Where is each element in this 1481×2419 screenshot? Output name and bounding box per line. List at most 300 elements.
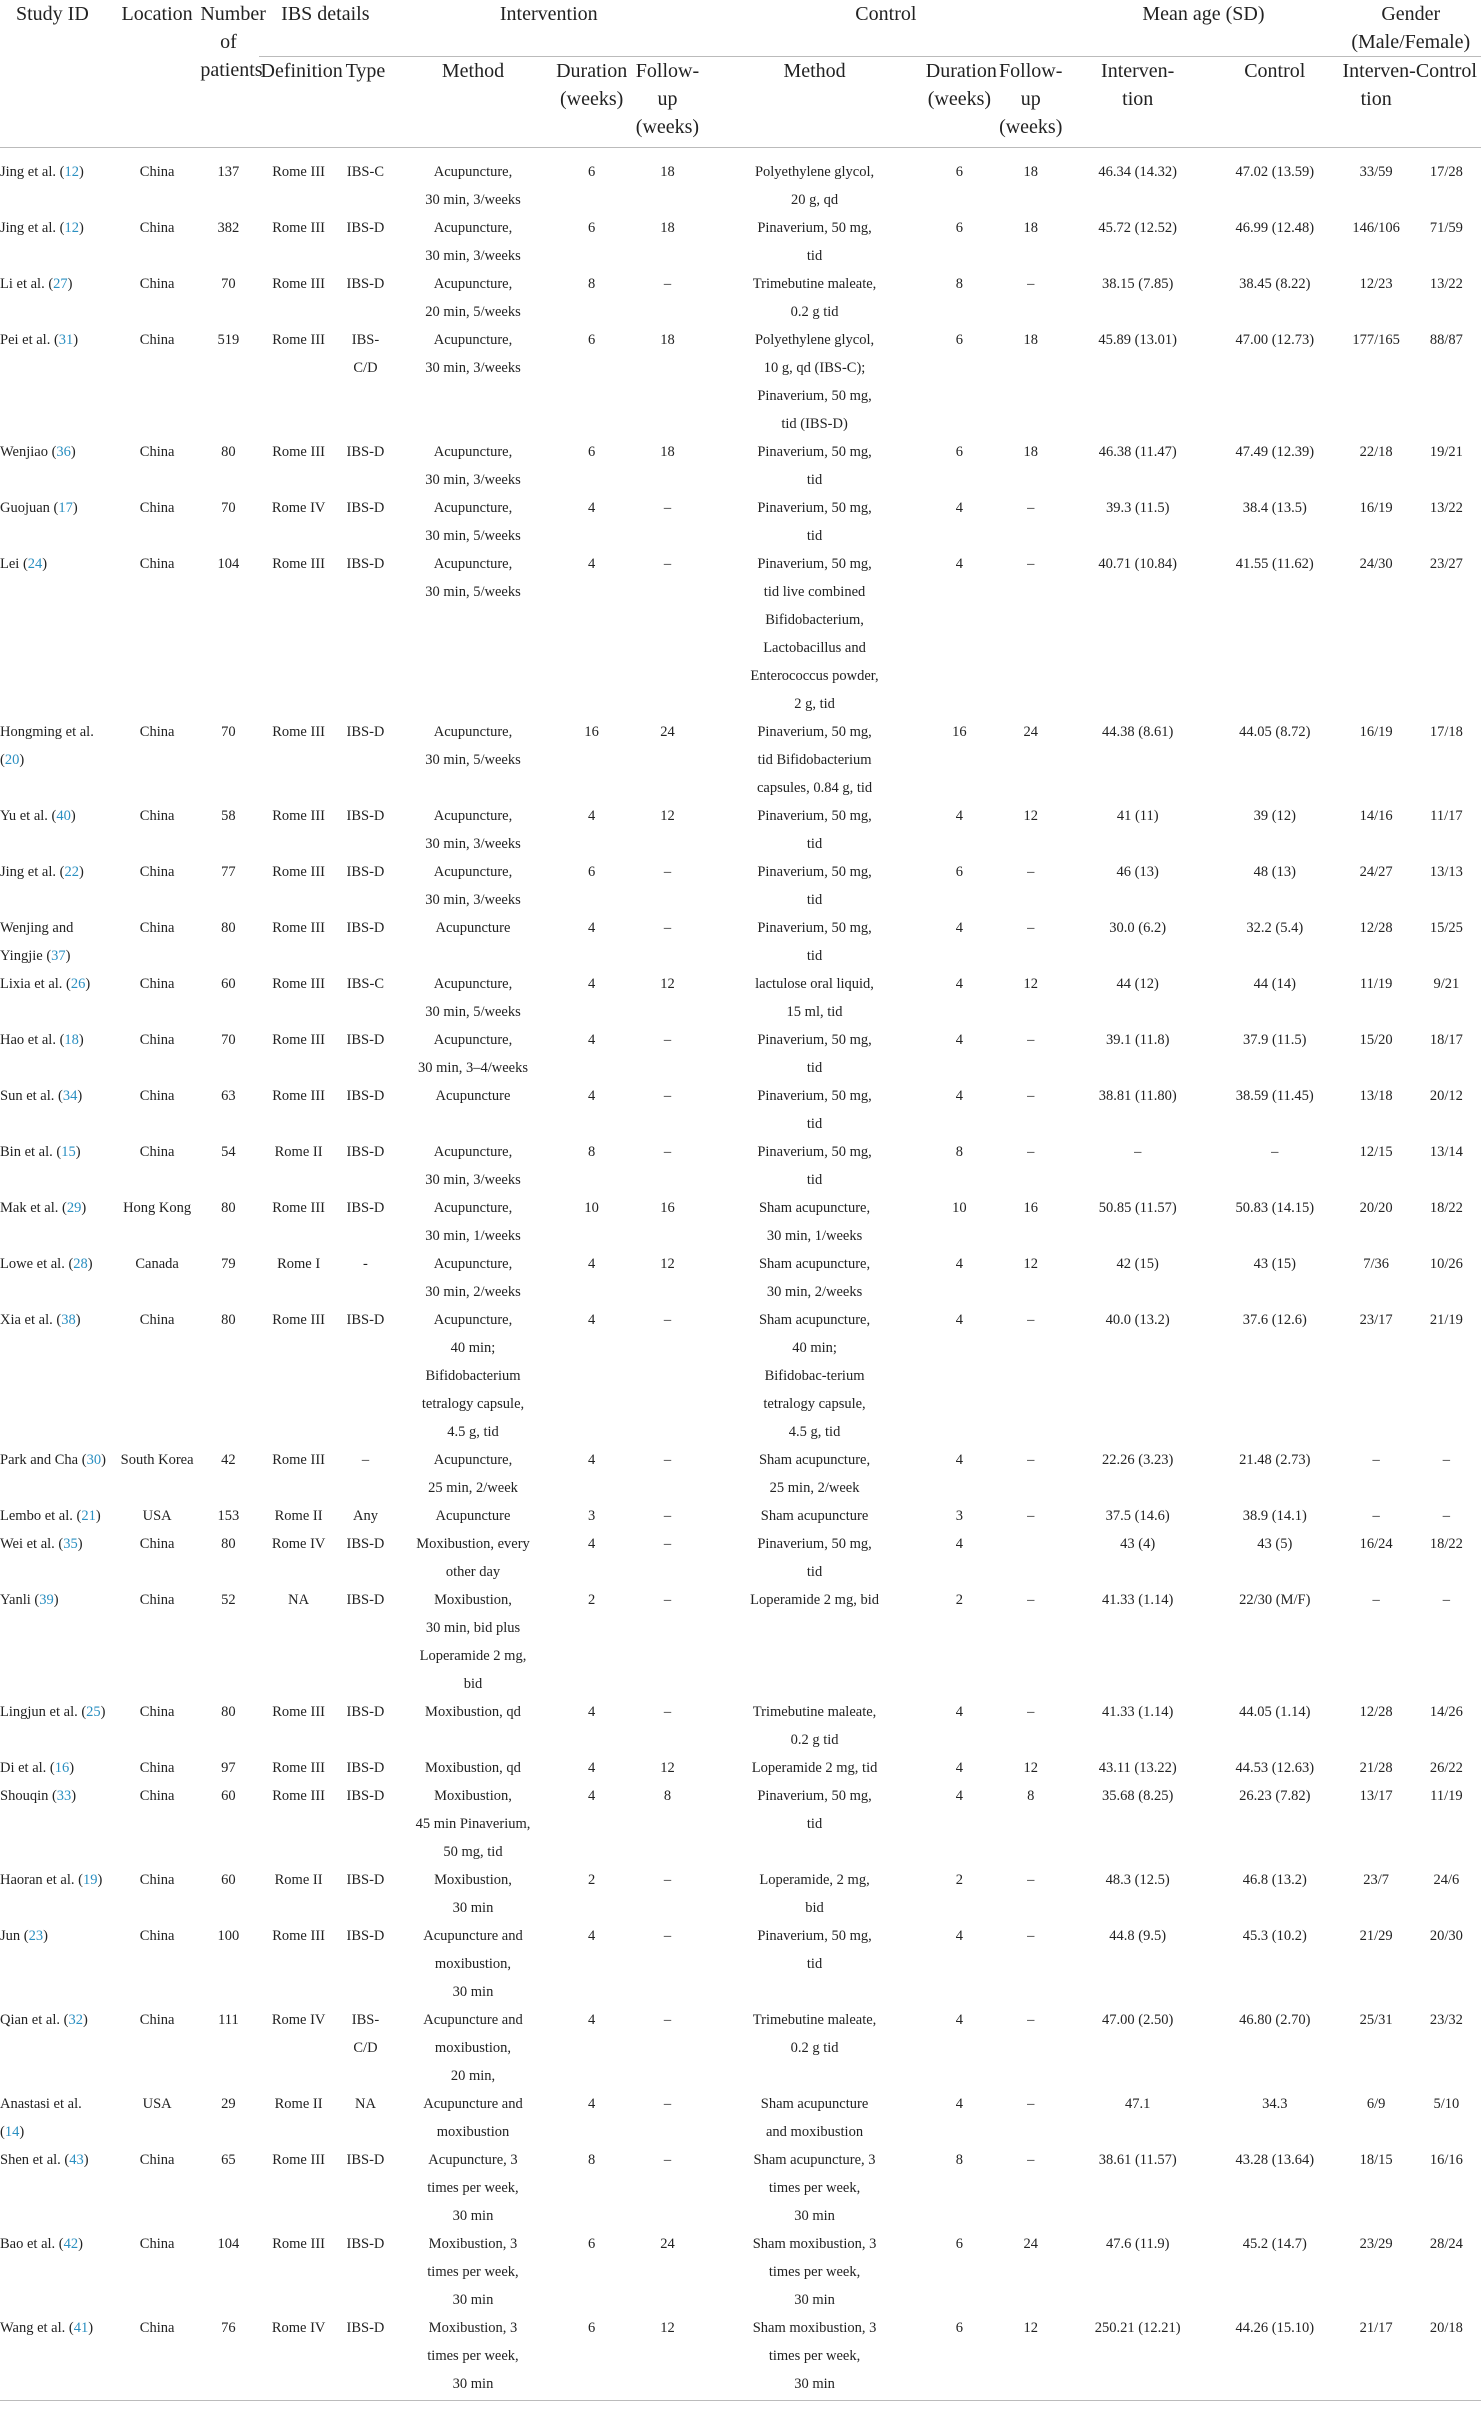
intervention-method-cell: Moxibustion, 3 times per week, 30 min [427,2236,519,2308]
study-id-cell [0,326,116,438]
intervention-method-cell: Acupuncture [435,1088,511,1104]
control-followup-cell: 24 [1023,2236,1038,2252]
gender-control-cell: 71/59 [1429,220,1463,236]
location-cell: China [139,1032,175,1048]
control-duration-cell: 4 [955,500,964,516]
age-control-cell: 37.9 (11.5) [1243,1032,1307,1048]
study-name: Qian et al. ( [0,2012,69,2028]
ibs-type-cell: IBS-C [346,164,384,180]
intervention-method-cell: Acupuncture, 30 min, 3/weeks [425,864,521,908]
reference-link[interactable]: 36 [56,444,71,460]
control-followup-cell: – [1027,2096,1035,2112]
location-cell: China [139,276,175,292]
control-duration-cell: 6 [955,444,964,460]
gender-control-cell: 28/24 [1429,2236,1463,2252]
study-id-cell [0,2006,116,2090]
control-duration-cell: 6 [955,864,964,880]
study-name: Di et al. ( [0,1760,55,1776]
intervention-duration-cell: 4 [588,1928,596,1944]
control-duration-cell: 8 [955,2152,964,2168]
study-name: Wang et al. ( [0,2320,74,2336]
reference-close: ) [85,976,91,992]
table-row [0,2146,1481,2230]
study-id-cell [0,1446,116,1502]
study-id-cell [0,1754,116,1782]
table-row [0,2230,1481,2314]
reference-close: ) [97,1872,103,1888]
control-duration-cell: 4 [955,976,964,992]
reference-link[interactable]: 42 [63,2236,79,2252]
control-duration-cell: 6 [924,2314,995,2401]
control-followup-cell: – [1027,1452,1035,1468]
reference-link[interactable]: 21 [81,1508,96,1524]
reference-link[interactable]: 24 [27,556,43,572]
intervention-duration-cell: 8 [588,276,596,292]
definition-cell: Rome III [272,332,325,348]
ibs-type-cell: IBS-D [346,2236,385,2252]
age-control-cell: – [1271,1144,1279,1160]
control-method-cell: Trimebutine maleate, 0.2 g tid [752,1704,877,1748]
intervention-duration-cell: 6 [554,2314,630,2401]
gender-intervention-cell: 12/28 [1359,920,1393,936]
study-id-cell [0,1586,116,1698]
control-method-cell: Pinaverium, 50 mg, tid [757,864,872,908]
intervention-duration-cell: 6 [588,164,596,180]
intervention-duration-cell: 6 [588,332,596,348]
intervention-method-cell: Acupuncture [435,1508,511,1524]
ibs-type-cell: IBS-D [346,220,385,236]
reference-link[interactable]: 15 [61,1144,76,1160]
gender-intervention-cell: 23/17 [1359,1312,1393,1328]
study-id-cell [0,214,116,270]
gender-intervention-cell: 13/18 [1359,1088,1393,1104]
intervention-duration-cell: 6 [588,444,596,460]
age-intervention-cell: 35.68 (8.25) [1102,1788,1174,1804]
intervention-followup-cell: – [663,276,672,292]
age-intervention-cell: 41 (11) [1116,808,1159,824]
definition-cell: Rome III [272,1452,325,1468]
header-control-followup: Follow-up (weeks) [999,60,1063,138]
intervention-followup-cell: 16 [660,1200,675,1216]
age-intervention-cell: 41.33 (1.14) [1102,1704,1174,1720]
ibs-type-cell: IBS-D [346,1312,385,1328]
intervention-followup-cell: – [663,1312,672,1328]
control-method-cell: Polyethylene glycol, 20 g, qd [754,164,875,208]
control-method-cell: Pinaverium, 50 mg, tid live combined Bifidobacterium, Lactobacillus and Enterococcus powder, 2 g, tid [750,556,879,712]
intervention-followup-cell: – [663,1872,672,1888]
age-control-cell: 44.05 (1.14) [1239,1704,1311,1720]
gender-control-cell: 19/21 [1429,444,1463,460]
age-control-cell: 21.48 (2.73) [1239,1452,1311,1468]
patients-cell: 97 [221,1760,236,1776]
age-intervention-cell: 45.89 (13.01) [1098,332,1177,348]
header-age-control: Control [1244,60,1306,82]
location-cell: China [139,2152,175,2168]
intervention-followup-cell: – [663,1508,672,1524]
gender-intervention-cell: – [1372,1592,1380,1608]
control-method-cell: Sham moxibustion, 3 times per week, 30 min [752,2236,877,2308]
control-method-cell: Pinaverium, 50 mg, tid [757,444,872,488]
control-duration-cell: 6 [955,332,964,348]
control-method-cell: Pinaverium, 50 mg, tid [757,220,872,264]
control-method-cell: Pinaverium, 50 mg, tid Bifidobacterium capsules, 0.84 g, tid [756,724,873,796]
patients-cell: 104 [217,556,240,572]
age-intervention-cell: 46.34 (14.32) [1098,164,1177,180]
patients-cell: 80 [221,1704,236,1720]
location-cell: China [139,920,175,936]
reference-link[interactable]: 28 [73,1256,88,1272]
location-cell: China [139,444,175,460]
intervention-duration-cell: 4 [588,808,596,824]
reference-link[interactable]: 27 [53,276,68,292]
age-control-cell: 50.83 (14.15) [1235,1200,1315,1216]
reference-link[interactable]: 40 [56,808,71,824]
ibs-type-cell: IBS-D [346,920,385,936]
reference-link[interactable]: 16 [54,1760,70,1776]
age-intervention-cell: 46.38 (11.47) [1098,444,1177,460]
age-control-cell: 38.59 (11.45) [1235,1088,1314,1104]
study-id-cell [0,2146,116,2230]
patients-cell: 60 [221,1788,236,1804]
age-control-cell: 47.00 (12.73) [1235,332,1315,348]
control-method-cell: Loperamide 2 mg, bid [750,1592,879,1608]
intervention-followup-cell: – [663,1032,672,1048]
gender-control-cell: 24/6 [1433,1872,1460,1888]
reference-link[interactable]: 30 [86,1452,102,1468]
intervention-duration-cell: 4 [588,1088,596,1104]
reference-link[interactable]: 25 [86,1704,101,1720]
gender-control-cell: 13/13 [1429,864,1463,880]
table-row [0,270,1481,326]
header-study-id: Study ID [16,3,89,25]
control-method-cell: Pinaverium, 50 mg, tid [757,1088,872,1132]
control-method-cell: Sham acupuncture, 25 min, 2/week [758,1452,871,1496]
study-name: Shen et al. ( [0,2152,70,2168]
gender-control-cell: 26/22 [1429,1760,1463,1776]
control-followup-cell: – [1027,920,1035,936]
age-control-cell: 43 (15) [1253,1256,1296,1272]
gender-control-cell: 5/10 [1433,2096,1460,2112]
age-intervention-cell: 44 (12) [1116,976,1159,992]
study-id-cell [0,148,116,215]
location-cell: China [139,724,175,740]
ibs-type-cell: IBS-D [346,1704,385,1720]
gender-control-cell: – [1442,1508,1451,1524]
gender-control-cell: 16/16 [1429,2152,1463,2168]
header-control-method: Method [783,60,846,82]
ibs-type-cell: – [361,1452,370,1468]
control-method-cell: Pinaverium, 50 mg, tid [757,1788,872,1832]
gender-intervention-cell: 24/30 [1359,556,1393,572]
ibs-type-cell: IBS-D [346,444,385,460]
age-intervention-cell: – [1134,1144,1142,1160]
intervention-method-cell: Acupuncture, 30 min, 3/weeks [425,220,521,264]
gender-control-cell: 23/32 [1429,2012,1463,2028]
control-followup-cell: – [1027,500,1035,516]
intervention-method-cell: Acupuncture and moxibustion, 30 min [423,1928,523,2000]
header-ibs-details: IBS details [259,0,393,57]
intervention-duration-cell: 4 [588,500,596,516]
reference-link[interactable]: 43 [69,2152,84,2168]
reference-link[interactable]: 12 [64,220,79,236]
reference-close: ) [78,864,84,880]
patients-cell: 63 [221,1088,236,1104]
study-name: Sun et al. ( [0,1088,63,1104]
study-name: Haoran et al. ( [0,1872,83,1888]
ibs-type-cell: IBS-D [339,2314,392,2401]
reference-close: ) [19,752,25,768]
ibs-type-cell: IBS-C [346,976,384,992]
reference-link[interactable]: 18 [64,1032,79,1048]
gender-control-cell: 9/21 [1433,976,1460,992]
intervention-method-cell: Moxibustion, qd [425,1704,521,1720]
table-row [0,1754,1481,1782]
intervention-duration-cell: 4 [588,976,596,992]
reference-link[interactable]: 17 [58,500,73,516]
gender-intervention-cell: 146/106 [1352,220,1400,236]
location-cell: USA [142,2096,172,2112]
header-type: Type [345,60,386,82]
control-duration-cell: 4 [955,1760,964,1776]
definition-cell: Rome III [272,276,325,292]
ibs-type-cell: IBS-D [346,1760,385,1776]
age-control-cell: 44.26 (15.10) [1209,2314,1340,2401]
control-duration-cell: 4 [955,1928,964,1944]
age-intervention-cell: 43.11 (13.22) [1098,1760,1177,1776]
intervention-duration-cell: 4 [588,1704,596,1720]
study-id-cell [0,2230,116,2314]
age-control-cell: 47.49 (12.39) [1235,444,1315,460]
patients-cell: 65 [221,2152,236,2168]
age-control-cell: 46.8 (13.2) [1242,1872,1307,1888]
intervention-followup-cell: – [663,864,672,880]
intervention-followup-cell: 24 [660,724,675,740]
gender-control-cell: 13/22 [1429,500,1463,516]
intervention-method-cell: Acupuncture, 30 min, 3/weeks [425,332,521,376]
control-followup-cell: – [1027,1032,1035,1048]
age-control-cell: 32.2 (5.4) [1246,920,1304,936]
definition-cell: Rome IV [259,2314,339,2401]
definition-cell: Rome III [272,1928,325,1944]
age-intervention-cell: 37.5 (14.6) [1105,1508,1170,1524]
header-control: Control [705,0,1066,57]
study-id-cell [0,718,116,802]
intervention-duration-cell: 6 [588,864,596,880]
age-intervention-cell: 46 (13) [1116,864,1159,880]
reference-link[interactable]: 35 [63,1536,78,1552]
study-id-cell [0,550,116,718]
patients-cell: 60 [221,976,236,992]
intervention-method-cell: Acupuncture, 30 min, 3/weeks [425,808,521,852]
age-intervention-cell: 47.00 (2.50) [1102,2012,1174,2028]
definition-cell: Rome III [272,1032,325,1048]
reference-link[interactable]: 32 [68,2012,83,2028]
intervention-followup-cell: – [663,1536,672,1552]
study-id-cell [0,970,116,1026]
reference-close: ) [77,1088,83,1104]
reference-close: ) [87,1256,93,1272]
study-id-cell [0,1250,116,1306]
intervention-duration-cell: 4 [588,1312,596,1328]
intervention-method-cell: Moxibustion, 30 min, bid plus Loperamide 2 mg, bid [419,1592,527,1692]
reference-link[interactable]: 14 [4,2124,20,2140]
reference-close: ) [75,1312,81,1328]
reference-close: ) [71,1788,77,1804]
table-row [0,2006,1481,2090]
ibs-type-cell: - [363,1256,368,1272]
age-control-cell: 46.80 (2.70) [1239,2012,1311,2028]
intervention-method-cell: Acupuncture and moxibustion [423,2096,523,2140]
control-followup-cell: 12 [1023,1256,1038,1272]
gender-intervention-cell: 18/15 [1359,2152,1393,2168]
control-duration-cell: 16 [952,724,967,740]
location-cell: China [139,1704,175,1720]
table-row [0,1530,1481,1586]
intervention-followup-cell: – [663,2096,672,2112]
control-duration-cell: 4 [955,1704,964,1720]
ibs-type-cell: IBS-D [346,1032,385,1048]
intervention-followup-cell: – [663,500,672,516]
definition-cell: Rome III [272,1788,325,1804]
control-method-cell: Pinaverium, 50 mg, tid [757,1032,872,1076]
control-followup-cell: 18 [1023,332,1038,348]
reference-close: ) [88,2320,94,2336]
reference-close: ) [65,948,71,964]
reference-link[interactable]: 29 [66,1200,82,1216]
header-intervention-followup: Follow-up (weeks) [635,60,700,138]
gender-control-cell: 20/18 [1412,2314,1481,2401]
reference-close: ) [75,1144,81,1160]
intervention-duration-cell: 8 [588,1144,596,1160]
reference-link[interactable]: 39 [39,1592,54,1608]
definition-cell: Rome III [272,2152,325,2168]
gender-intervention-cell: 20/20 [1359,1200,1393,1216]
reference-link[interactable]: 38 [61,1312,76,1328]
reference-close: ) [42,556,48,572]
control-followup-cell: – [1027,2012,1035,2028]
ibs-type-cell: IBS-D [346,276,385,292]
control-followup-cell: – [1027,1088,1035,1104]
reference-link[interactable]: 20 [4,752,20,768]
age-control-cell: 44.05 (8.72) [1239,724,1311,740]
control-duration-cell: 2 [955,1872,964,1888]
study-name: Anastasi et al. ( [0,2096,82,2140]
gender-intervention-cell: 6/9 [1366,2096,1386,2112]
control-followup-cell: – [1027,556,1035,572]
intervention-followup-cell: 18 [660,444,675,460]
ibs-type-cell: IBS-D [346,1536,385,1552]
definition-cell: Rome III [272,556,325,572]
age-control-cell: 46.99 (12.48) [1235,220,1315,236]
control-method-cell: Pinaverium, 50 mg, tid [757,808,872,852]
age-intervention-cell: 38.15 (7.85) [1102,276,1174,292]
study-id-cell [0,2314,116,2401]
intervention-duration-cell: 2 [588,1592,596,1608]
control-duration-cell: 6 [955,2236,964,2252]
definition-cell: Rome III [272,1704,325,1720]
reference-close: ) [70,808,76,824]
table-row [0,1306,1481,1446]
control-followup-cell: – [1027,1928,1035,1944]
reference-link[interactable]: 26 [70,976,86,992]
location-cell: South Korea [120,1452,194,1468]
definition-cell: Rome III [272,2236,325,2252]
control-method-cell: Pinaverium, 50 mg, tid [757,920,872,964]
ibs-type-cell: IBS-C/D [351,2012,380,2056]
header-mean-age: Mean age (SD) [1066,0,1340,57]
age-control-cell: 44.53 (12.63) [1235,1760,1315,1776]
control-duration-cell: 4 [955,1256,964,1272]
reference-link[interactable]: 22 [64,864,79,880]
reference-close: ) [70,444,76,460]
gender-intervention-cell: 21/17 [1341,2314,1412,2401]
intervention-duration-cell: 2 [588,1872,596,1888]
study-id-cell [0,1782,116,1866]
control-method-cell: Pinaverium, 50 mg, tid [757,1928,872,1972]
age-control-cell: 45.3 (10.2) [1242,1928,1307,1944]
gender-intervention-cell: 11/19 [1359,976,1393,992]
gender-intervention-cell: 16/19 [1359,724,1393,740]
age-control-cell: 43 (5) [1257,1536,1293,1552]
control-followup-cell: – [1027,1312,1035,1328]
location-cell: China [139,1144,175,1160]
definition-cell: Rome III [272,444,325,460]
reference-link[interactable]: 34 [62,1088,78,1104]
intervention-followup-cell: – [663,1592,672,1608]
age-intervention-cell: 39.3 (11.5) [1105,500,1170,516]
intervention-duration-cell: 6 [588,2236,596,2252]
control-followup-cell: 24 [1023,724,1038,740]
gender-control-cell: 18/22 [1429,1536,1463,1552]
ibs-type-cell: IBS-D [346,1788,385,1804]
intervention-duration-cell: 4 [588,1788,596,1804]
study-name: Guojuan ( [0,500,59,516]
control-method-cell: Sham acupuncture, 30 min, 2/weeks [758,1256,871,1300]
table-body [0,148,1481,2401]
definition-cell: Rome III [272,724,325,740]
age-intervention-cell: 44.8 (9.5) [1109,1928,1167,1944]
ibs-type-cell: IBS-D [346,1088,385,1104]
reference-link[interactable]: 33 [56,1788,72,1804]
reference-link[interactable]: 23 [28,1928,44,1944]
age-intervention-cell: 250.21 (12.21) [1066,2314,1209,2401]
reference-close: ) [83,2152,89,2168]
intervention-duration-cell: 4 [588,1032,596,1048]
study-name: Pei et al. ( [0,332,59,348]
reference-link[interactable]: 41 [73,2320,89,2336]
patients-cell: 80 [221,1200,236,1216]
study-name: Jing et al. ( [0,164,65,180]
reference-close: ) [100,1704,106,1720]
reference-link[interactable]: 31 [58,332,74,348]
ibs-type-cell: IBS-D [346,556,385,572]
age-control-cell: 43.28 (13.64) [1235,2152,1315,2168]
reference-link[interactable]: 19 [82,1872,98,1888]
control-followup-cell: 12 [995,2314,1066,2401]
study-name: Hao et al. ( [0,1032,65,1048]
reference-link[interactable]: 12 [64,164,79,180]
location-cell: China [139,2236,175,2252]
header-gender-intervention: Interven- tion [1342,60,1416,110]
location-cell: Canada [135,1256,179,1272]
intervention-followup-cell: 18 [660,164,675,180]
intervention-duration-cell: 3 [588,1508,596,1524]
gender-intervention-cell: 24/27 [1359,864,1393,880]
reference-link[interactable]: 37 [51,948,66,964]
location-cell: China [139,2012,175,2028]
location-cell: China [139,164,175,180]
reference-close: ) [72,500,78,516]
